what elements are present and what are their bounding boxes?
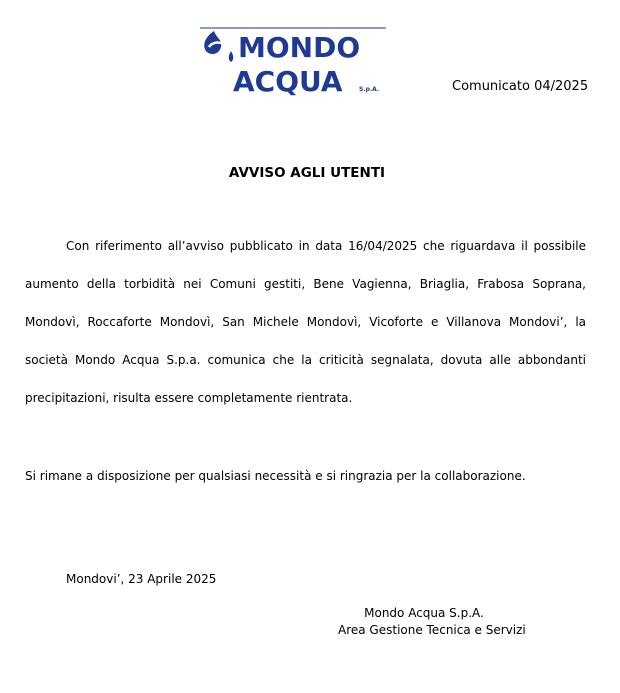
mondo-acqua-logo <box>200 27 386 97</box>
logo-suffix: S.p.A. <box>359 86 380 93</box>
signature-block <box>338 605 526 639</box>
signature-company: Mondo Acqua S.p.A. <box>364 606 484 620</box>
logo-line1: MONDO <box>238 31 361 64</box>
notice-title: AVVISO AGLI UTENTI <box>228 165 386 181</box>
place-date: Mondovi’, 23 Aprile 2025 <box>66 572 217 586</box>
logo-line2: ACQUA <box>233 65 343 97</box>
communique-number: Comunicato 04/2025 <box>452 79 589 94</box>
body-paragraph-2: Si rimane a disposizione per qualsiasi necessità e si ringrazia per la collaborazione. <box>25 469 526 483</box>
signature-department: Area Gestione Tecnica e Servizi <box>338 623 526 637</box>
company-logo <box>200 27 386 97</box>
water-drop-small-icon <box>229 51 234 62</box>
notice-body <box>25 227 586 417</box>
body-paragraph-1: Con riferimento all’avviso pubblicato in data 16/04/2025 che riguardava il possibile aumento della torbidità nei Comuni gestiti, Bene Vagienna, Briaglia, Frabosa Soprana, Mondovì, Roccaforte Mondovì, San Michele Mondovì, Vicoforte e Villanova Mondovi’, la società Mondo Acqua S.p.a. comunica che la criticità segnalata, dovuta alle abbondanti precipitazioni, risulta essere completamente rientrata. <box>25 239 586 405</box>
